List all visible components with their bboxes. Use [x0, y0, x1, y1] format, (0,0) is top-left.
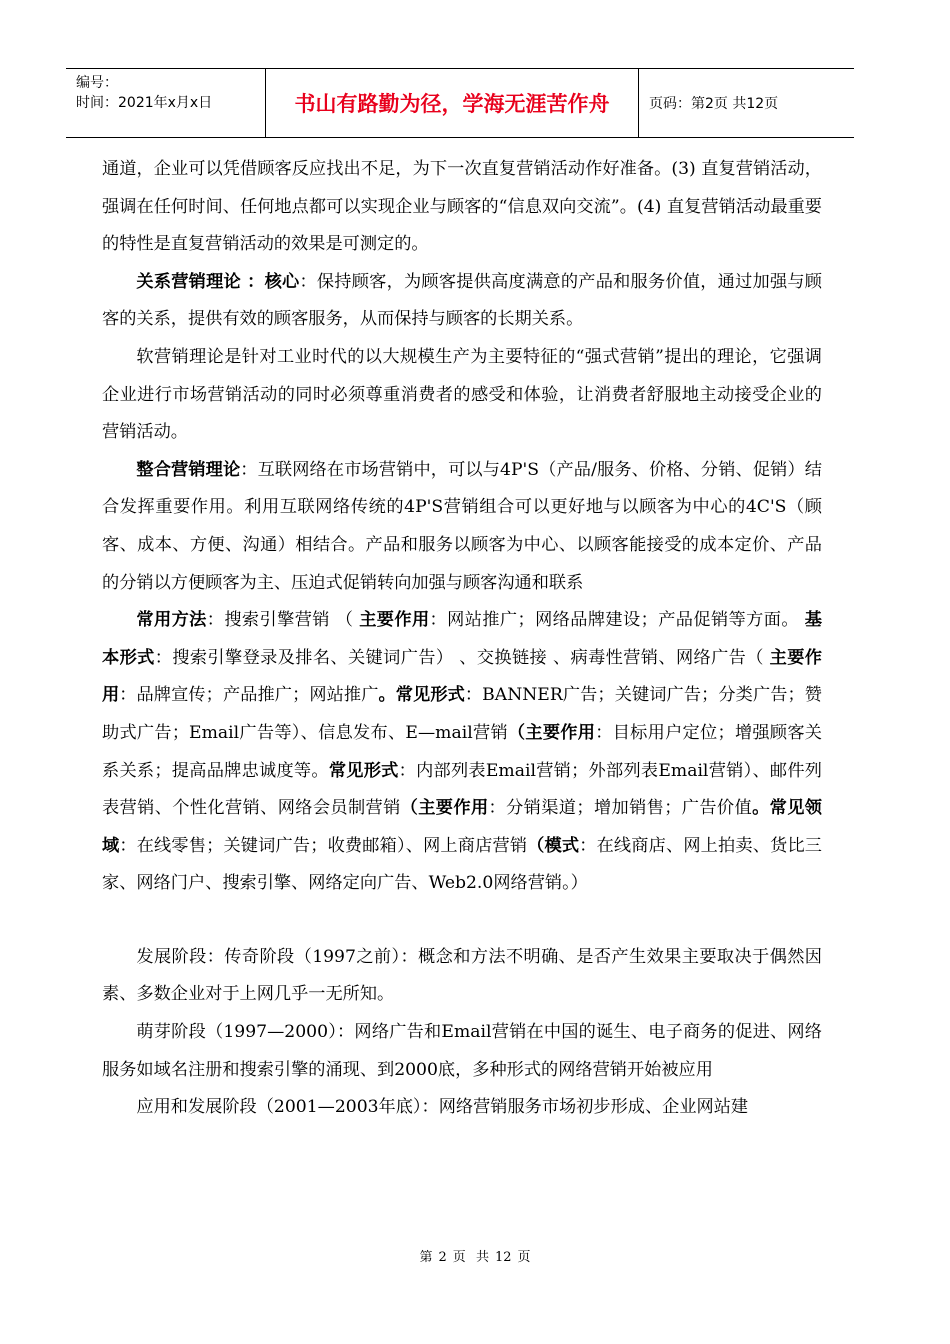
paragraph-7: 萌芽阶段（1997—2000）：网络广告和Email营销在中国的诞生、电子商务的促进、网络服务如域名注册和搜索引擎的涌现、到2000底，多种形式的网络营销开始被应用	[102, 1022, 822, 1080]
footer-page-number: 2	[438, 1250, 447, 1265]
header-number-label: 编号：	[76, 75, 118, 91]
header-page-label: 页码：第2页 共12页	[649, 96, 779, 112]
paragraph-8: 应用和发展阶段（2001—2003年底）：网络营销服务市场初步形成、企业网站建	[136, 1097, 749, 1118]
paragraph-4: 整合营销理论：互联网络在市场营销中，可以与4P'S（产品/服务、价格、分销、促销）结合发挥重要作用。利用互联网络传统的4P'S营销组合可以更好地与以顾客为中心的4C'S（顾客、成本、方便、沟通）相结合。产品和服务以顾客为中心、以顾客能接受的成本定价、产品的分销以方便顾客为主、压迫式促销转向加强与顾客沟通和联系	[102, 459, 822, 593]
header-motto: 书山有路勤为径，学海无涯苦作舟	[266, 69, 639, 137]
paragraph-5: 常用方法：搜索引擎营销 （ 主要作用：网站推广；网络品牌建设；产品促销等方面。 基本形式：搜索引擎登录及排名、关键词广告） 、交换链接 、病毒性营销、网络广告（ 主要作用：品牌宣传；产品推广；网站推广。常见形式：BANNER广告；关键词广告；分类广告；赞助式广告；Email广告等）、信息发布、E—mail营销（主要作用：目标用户定位；增强顾客关系关系；提高品牌忠诚度等。常见形式：内部列表Email营销；外部列表Email营销）、邮件列表营销、个性化营销、网络会员制营销（主要作用：分销渠道；增加销售；广告价值。常见领域：在线零售；关键词广告；收费邮箱）、网上商店营销（模式：在线商店、网上拍卖、货比三家、网络门户、搜索引擎、网络定向广告、Web2.0网络营销。）	[102, 610, 822, 894]
header-meta	[66, 69, 266, 137]
term-relationship-marketing: 关系营销理论 ：核心	[136, 271, 300, 292]
header-time-label: 时间：2021年x月x日	[76, 95, 213, 111]
page-footer: 第 2 页 共 12 页	[419, 1250, 531, 1265]
footer-total-pages: 12	[494, 1250, 512, 1265]
paragraph-1: 通道，企业可以凭借顾客反应找出不足，为下一次直复营销活动作好准备。(3) 直复营销活动，强调在任何时间、任何地点都可以实现企业与顾客的“信息双向交流”。(4) 直复营销活动最重要的特性是直复营销活动的效果是可测定的。	[102, 159, 822, 255]
paragraph-6: 发展阶段：传奇阶段（1997之前）：概念和方法不明确、是否产生效果主要取决于偶然因素、多数企业对于上网几乎一无所知。	[102, 946, 822, 1005]
paragraph-3: 软营销理论是针对工业时代的以大规模生产为主要特征的“强式营销”提出的理论，它强调企业进行市场营销活动的同时必须尊重消费者的感受和体验，让消费者舒服地主动接受企业的营销活动。	[102, 346, 822, 443]
page-header	[66, 68, 854, 138]
term-integrated-marketing: 整合营销理论	[136, 459, 241, 480]
paragraph-2: 关系营销理论 ：核心：保持顾客，为顾客提供高度满意的产品和服务价值，通过加强与顾客的关系，提供有效的顾客服务，从而保持与顾客的长期关系。	[102, 271, 822, 330]
document-body	[102, 151, 822, 1127]
paragraph-gap	[102, 903, 822, 939]
